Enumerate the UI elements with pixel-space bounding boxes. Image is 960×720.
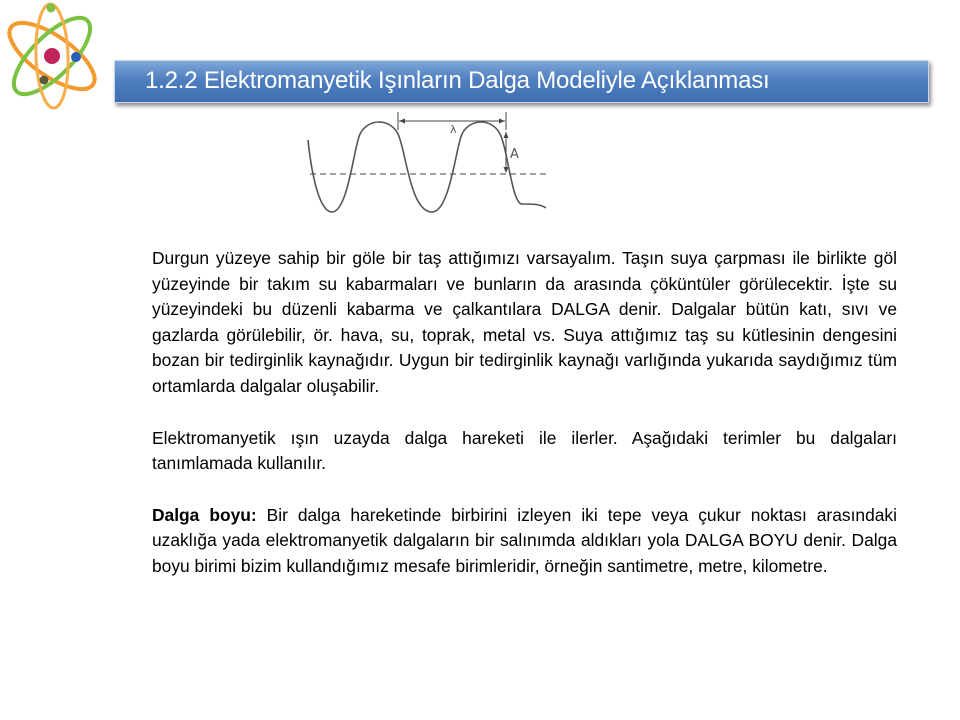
- body-text: [152, 246, 897, 606]
- paragraph-2: Elektromanyetik ışın uzayda dalga hareketi ile ilerler. Aşağıdaki terimler bu dalgaları tanımlamada kullanılır.: [152, 427, 897, 474]
- wave-diagram: [300, 108, 552, 220]
- paragraph-3: [152, 503, 897, 580]
- atom-logo-icon: [0, 0, 110, 120]
- term-dalga-boyu: Dalga boyu:: [152, 504, 257, 525]
- amplitude-arrowhead-top: [504, 132, 509, 138]
- paragraph-1: Durgun yüzeye sahip bir göle bir taş attığımızı varsayalım. Taşın suya çarpması ile birlikte göl yüzeyinde bir takım su kabarmaları ve bunların da arasında çöküntüler görülecektir. İşte su yüzeyindeki bu düzenli kabarma ve çalkantılara DALGA denir. Dalgalar bütün katı, sıvı ve gazlarda görülebilir, ör. hava, su, toprak, metal vs. Suya attığımız taş su kütlesinin dengesini bozan bir tedirginlik kaynağıdır. Uygun bir tedirginlik kaynağı varlığında yukarıda saydığımız tüm ortamlarda dalgalar oluşabilir.: [152, 248, 897, 396]
- wavelength-label: λ: [450, 123, 457, 136]
- title-bar: [114, 60, 929, 103]
- wavelength-arrowhead-right: [499, 119, 505, 124]
- amplitude-label: A: [510, 147, 519, 162]
- page-title: 1.2.2 Elektromanyetik Işınların Dalga Modeliyle Açıklanması: [145, 67, 770, 94]
- electron-green: [47, 4, 56, 13]
- electron-dark: [40, 76, 49, 85]
- definition-dalga-boyu: Bir dalga hareketinde birbirini izleyen iki tepe veya çukur noktası arasındaki uzaklığa yada elektromanyetik dalgaların bir salınımda aldıkları yola DALGA BOYU denir. Dalga boyu birimi bizim kullandığımız mesafe birimleridir, örneğin santimetre, metre, kilometre.: [152, 504, 897, 576]
- nucleus: [44, 48, 60, 64]
- amplitude-arrowhead-bottom: [504, 167, 509, 173]
- wavelength-arrowhead-left: [399, 119, 405, 124]
- electron-blue: [71, 52, 81, 62]
- wave-curve: [308, 122, 546, 212]
